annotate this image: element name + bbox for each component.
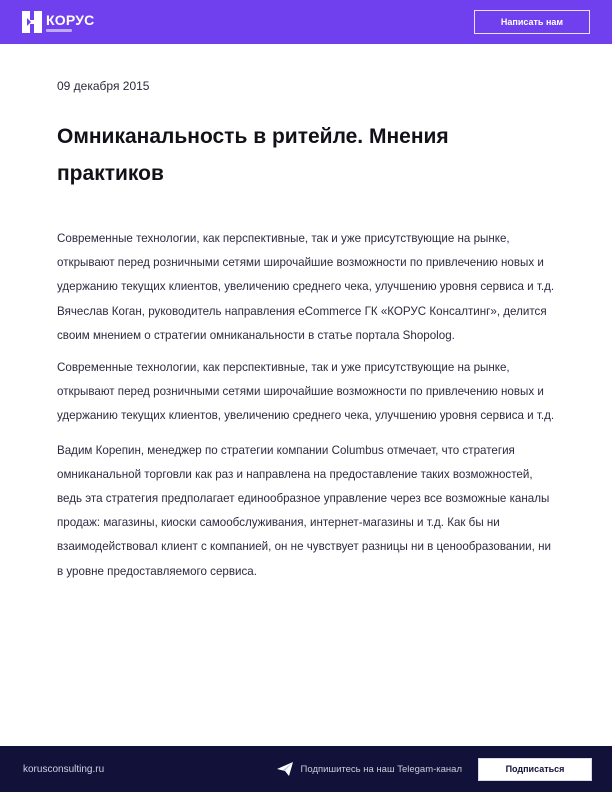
telegram-subscribe-text: Подпишитесь на наш Telegam-канал bbox=[300, 763, 462, 775]
article-paragraph: Современные технологии, как перспективные, так и уже присутствующие на рынке, открывают перед розничными сетями широчайшие возможности по привлечению новых и удержанию текущих клиентов, увеличению среднего чека, улучшению уровня сервиса и т.д. bbox=[57, 361, 555, 423]
subscribe-button[interactable]: Подписаться bbox=[478, 758, 592, 781]
footer bbox=[0, 746, 612, 792]
telegram-subscribe bbox=[277, 758, 592, 781]
logo-name: КОРУС bbox=[46, 11, 95, 28]
logo-subtitle bbox=[46, 29, 72, 32]
top-header bbox=[0, 0, 612, 44]
article-date: 09 декабря 2015 bbox=[57, 79, 150, 93]
article-body bbox=[57, 227, 557, 592]
footer-site-link[interactable]: korusconsulting.ru bbox=[23, 763, 105, 775]
article-title: Омниканальность в ритейле. Мнения практиков bbox=[57, 125, 449, 185]
korus-logo-icon bbox=[22, 11, 42, 33]
contact-us-button[interactable]: Написать нам bbox=[474, 10, 590, 34]
telegram-paper-plane-icon bbox=[277, 762, 293, 776]
article-paragraph: Современные технологии, как перспективные, так и уже присутствующие на рынке, открывают перед розничными сетями широчайшие возможности по привлечению новых и удержанию текущих клиентов, увеличению среднего чека, улучшению уровня сервиса и т.д. Вячеслав Коган, руководитель направления eCommerce ГК «КОРУС Консалтинг», делится своим мнением о стратегии омниканальности в статье портала Shopolog. bbox=[57, 232, 555, 342]
korus-logo[interactable] bbox=[22, 11, 94, 33]
article-paragraph: Вадим Корепин, менеджер по стратегии компании Columbus отмечает, что стратегия омниканальной торговли как раз и направлена на предоставление таких возможностей, ведь эта стратегия предполагает единообразное управление через все возможные каналы продаж: магазины, киоски самообслуживания, интернет-магазины и т.д. Как бы ни взаимодействовал клиент с компанией, он не чувствует разницы ни в ценообразовании, ни в уровне предоставляемого сервиса. bbox=[57, 443, 551, 578]
